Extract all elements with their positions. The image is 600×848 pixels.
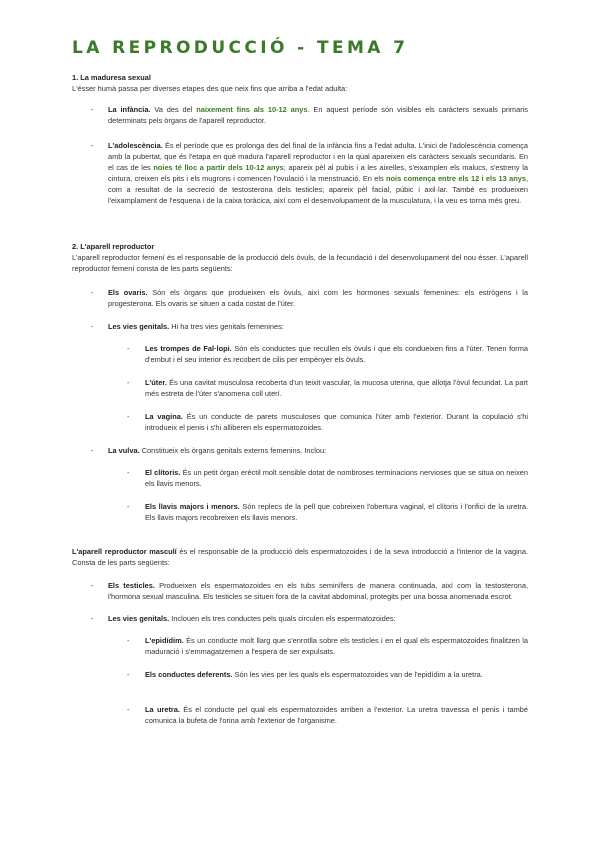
list-item-deferents: [145, 669, 528, 680]
list-item-adolescencia: [108, 140, 528, 206]
list-item-uretra: [145, 704, 528, 726]
list-item-trompes: [145, 343, 528, 365]
bullet-dash: -: [127, 636, 130, 645]
list-item-vies-genitals: [108, 321, 528, 332]
item-text: és el responsable de la producció dels espermatozoides i de la seva introducció a l'interior de la vagina. Consta de les parts següents:: [72, 547, 528, 567]
bullet-dash: -: [127, 705, 130, 714]
list-item-infancia: [108, 104, 528, 126]
bullet-dash: -: [91, 581, 94, 590]
term-label: La infància.: [108, 105, 151, 114]
bullet-dash: -: [127, 412, 130, 421]
list-item-vies-genitals-masculines: [108, 613, 528, 624]
item-text: És un petit òrgan erèctil molt sensible dotat de nombroses terminacions nervioses que se situa on neixen els llavis menors.: [145, 468, 528, 488]
section-heading: 1. La maduresa sexual: [72, 73, 151, 82]
term-label: Les trompes de Fal·lopi.: [145, 344, 232, 353]
bullet-dash: -: [91, 446, 94, 455]
bullet-dash: -: [127, 670, 130, 679]
section-intro: L'aparell reproductor femení és el responsable de la producció dels òvuls, de la fecundació i del desenvolupament del nou ésser. L'aparell reproductor femení consta de les parts següents:: [72, 253, 528, 273]
item-text: Inclouen els tres conductes pels quals circulen els espermatozoides:: [169, 614, 396, 623]
page-title: LA REPRODUCCIÓ - TEMA 7: [72, 38, 409, 58]
highlight-text: noies té lloc a partir dels 10-12 anys: [153, 163, 284, 172]
section-masculi: [72, 546, 528, 568]
list-item-clitoris: [145, 467, 528, 489]
bullet-dash: -: [91, 105, 94, 114]
item-text: Són els òrgans que produeixen els òvuls, així com les hormones sexuals femenines: els estrògens i la progesterona. Els ovaris se situen a cada costat de l'úter.: [108, 288, 528, 308]
term-label: L'epidídim.: [145, 636, 184, 645]
term-label: L'aparell reproductor masculí: [72, 547, 177, 556]
item-text: És una cavitat musculosa recoberta d'un teixit vascular, la mucosa uterina, que allotja l'òvul fecundat. La part més estreta de l'úter s'anomena coll uterí.: [145, 378, 528, 398]
section-aparell: [72, 241, 528, 274]
bullet-dash: -: [91, 614, 94, 623]
item-text: Hi ha tres vies genitals femenines:: [169, 322, 284, 331]
item-text: Són les vies per les quals els espermatozoides van de l'epidídim a la uretra.: [232, 670, 483, 679]
bullet-dash: -: [91, 322, 94, 331]
list-item-ovaris: [108, 287, 528, 309]
list-item-vagina: [145, 411, 528, 433]
item-text: És el conducte pel qual els espermatozoides arriben a l'exterior. La uretra travessa el penis i també comunica la bufeta de l'orina amb l'exterior de l'organisme.: [145, 705, 528, 725]
term-label: L'adolescència.: [108, 141, 163, 150]
bullet-dash: -: [127, 378, 130, 387]
item-text: Produeixen els espermatozoides en els tubs seminífers de manera continuada, així com la testosterona, l'hormona sexual masculina. Els testicles se situen fora de la cavitat abdominal, protegits per una bossa anomenada escrot.: [108, 581, 529, 601]
item-text: És un conducte de parets musculoses que comunica l'úter amb l'exterior. Durant la copulació s'hi introdueix el penis i s'hi alliberen els espermatozoides.: [145, 412, 528, 432]
section-heading: 2. L'aparell reproductor: [72, 242, 155, 251]
term-label: Els llavis majors i menors.: [145, 502, 240, 511]
term-label: Els ovaris.: [108, 288, 148, 297]
highlight-text: naixement fins als 10-12 anys: [196, 105, 308, 114]
list-item-uter: [145, 377, 528, 399]
item-text: És el període que es prolonga des del final de la infància fins a l'edat adulta. L'inici de l'adolescència comença amb la pubertat, que és l'etapa en què madura l'aparell reproductor i en la qual apareixen els caràcters sexuals secundaris. En el cas de les: [108, 141, 528, 172]
item-text: ; apareix pèl al pubis i a les aixelles, s'eixamplen els malucs, s'estreny la cintura, creixen els pits i els mugrons i comencen l'ovulació i la menstruació. En els: [108, 163, 528, 183]
section-intro: L'ésser humà passa per diverses etapes des que neix fins que arriba a l'edat adulta:: [72, 84, 348, 93]
item-text: Són replecs de la pell que cobreixen l'obertura vaginal, el clítoris i l'orifici de la uretra. Els llavis majors recobreixen els llavis menors.: [145, 502, 528, 522]
term-label: Els conductes deferents.: [145, 670, 233, 679]
term-label: Les vies genitals.: [108, 322, 170, 331]
term-label: El clítoris.: [145, 468, 181, 477]
item-text: , com a resultat de la secreció de testosterona dels testicles; apareix pèl facial, púbic i axil·lar. També es produeixen l'eixamplament de l'esquena i de la caixa toràcica, així com el desenvolupament de la musculatura, i la veu es torna més greu.: [108, 174, 528, 205]
bullet-dash: -: [127, 344, 130, 353]
bullet-dash: -: [127, 502, 130, 511]
term-label: L'úter.: [145, 378, 167, 387]
term-label: La vagina.: [145, 412, 183, 421]
bullet-dash: -: [91, 288, 94, 297]
list-item-epididim: [145, 635, 528, 657]
bullet-dash: -: [127, 468, 130, 477]
list-item-llavis: [145, 501, 528, 523]
bullet-dash: -: [91, 141, 94, 150]
term-label: Els testicles.: [108, 581, 155, 590]
list-item-vulva: [108, 445, 528, 456]
item-text: . En aquest període són visibles els caràcters sexuals primaris determinats pels òrgans de l'aparell reproductor.: [108, 105, 528, 125]
highlight-text: nois comença entre els 12 i els 13 anys: [386, 174, 526, 183]
list-item-testicles: [108, 580, 528, 602]
term-label: La uretra.: [145, 705, 180, 714]
item-text: Constitueix els òrgans genitals externs femenins. Inclou:: [139, 446, 327, 455]
term-label: La vulva.: [108, 446, 140, 455]
section-intro: [72, 546, 528, 568]
section-maduresa: [72, 72, 528, 94]
item-text: Va des del: [150, 105, 197, 114]
item-text: Són els conductes que recullen els òvuls i que els condueixen fins a l'úter. Tenen forma d'embut i el seu interior és recobert de cilis per empènyer els òvuls.: [145, 344, 528, 364]
term-label: Les vies genitals.: [108, 614, 170, 623]
item-text: És un conducte molt llarg que s'enrotlla sobre els testicles i en el qual els espermatozoides finalitzen la maduració i s'emmagatzemen a l'espera de ser expulsats.: [145, 636, 528, 656]
